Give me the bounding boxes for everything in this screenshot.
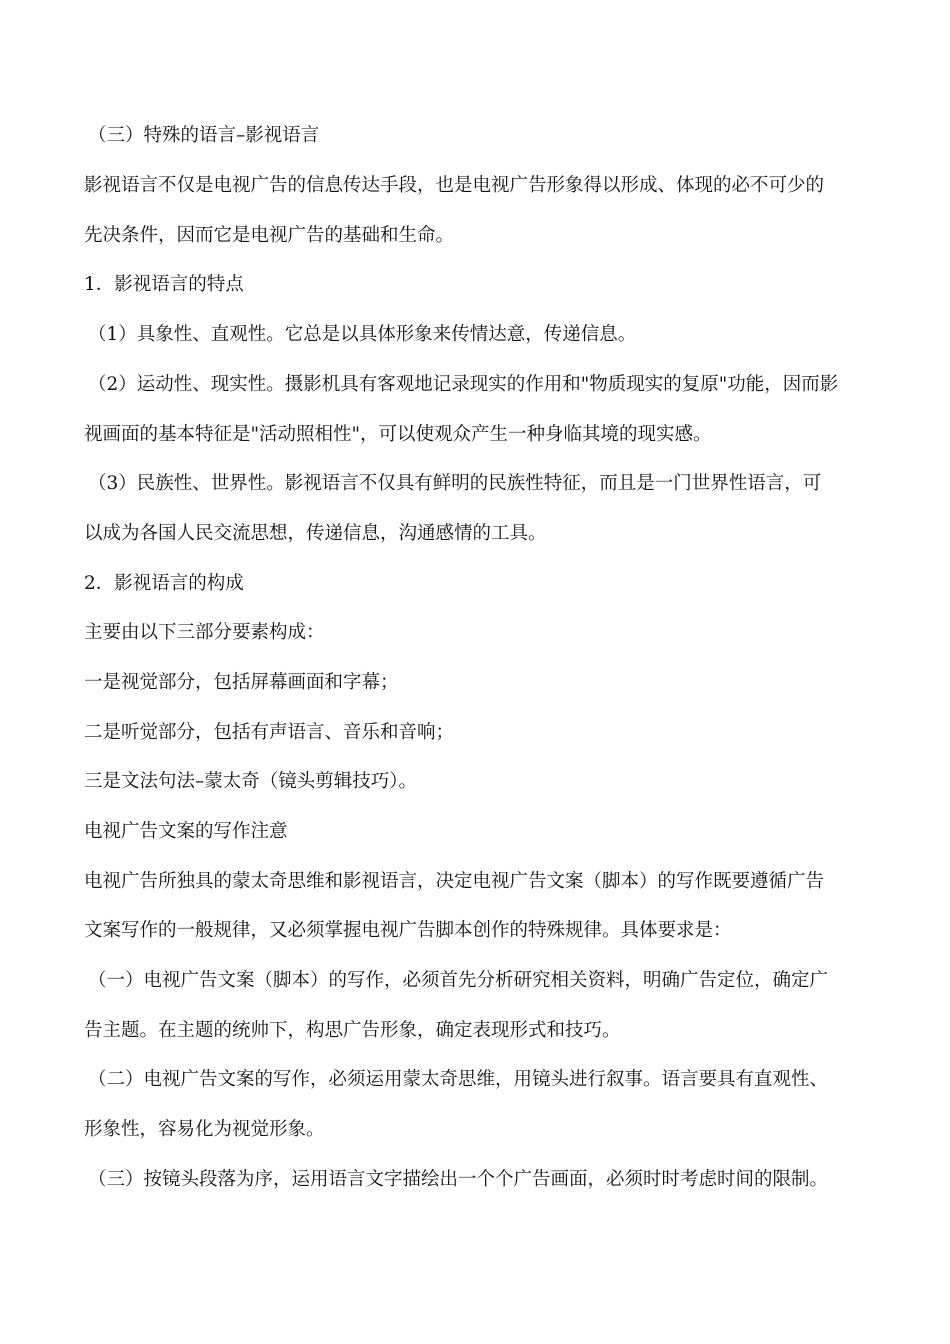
paragraph-line: 文案写作的一般规律，又必须掌握电视广告脚本创作的特殊规律。具体要求是： bbox=[84, 920, 732, 941]
paragraph-line: 影视语言不仅是电视广告的信息传达手段，也是电视广告形象得以形成、体现的必不可少的 bbox=[84, 175, 825, 196]
list-item: 二是听觉部分，包括有声语言、音乐和音响； bbox=[84, 722, 455, 743]
paragraph-line: 主要由以下三部分要素构成： bbox=[84, 622, 325, 643]
subheading-composition: 2．影视语言的构成 bbox=[84, 573, 244, 594]
paragraph-line: 以成为各国人民交流思想，传递信息，沟通感情的工具。 bbox=[84, 523, 547, 544]
section-heading-film-language: （三）特殊的语言–影视语言 bbox=[88, 125, 320, 146]
list-item: （3）民族性、世界性。影视语言不仅具有鲜明的民族性特征，而且是一门世界性语言，可 bbox=[88, 473, 822, 494]
paragraph-line: 先决条件，因而它是电视广告的基础和生命。 bbox=[84, 225, 455, 246]
paragraph-line: 视画面的基本特征是"活动照相性"，可以使观众产生一种身临其境的现实感。 bbox=[84, 424, 712, 445]
list-item: （1）具象性、直观性。它总是以具体形象来传情达意，传递信息。 bbox=[88, 324, 637, 345]
paragraph-line: 形象性，容易化为视觉形象。 bbox=[84, 1119, 325, 1140]
list-item: （三）按镜头段落为序，运用语言文字描绘出一个个广告画面，必须时时考虑时间的限制。 bbox=[88, 1169, 829, 1190]
list-item: （2）运动性、现实性。摄影机具有客观地记录现实的作用和"物质现实的复原"功能，因而影 bbox=[88, 374, 839, 395]
list-item: （一）电视广告文案（脚本）的写作，必须首先分析研究相关资料，明确广告定位，确定广 bbox=[88, 970, 829, 991]
section-heading-writing-notes: 电视广告文案的写作注意 bbox=[84, 821, 288, 842]
list-item: （二）电视广告文案的写作，必须运用蒙太奇思维，用镜头进行叙事。语言要具有直观性、 bbox=[88, 1069, 829, 1090]
list-item: 三是文法句法–蒙太奇（镜头剪辑技巧）。 bbox=[84, 771, 418, 792]
paragraph-line: 电视广告所独具的蒙太奇思维和影视语言，决定电视广告文案（脚本）的写作既要遵循广告 bbox=[84, 871, 825, 892]
paragraph-line: 告主题。在主题的统帅下，构思广告形象，确定表现形式和技巧。 bbox=[84, 1020, 621, 1041]
list-item: 一是视觉部分，包括屏幕画面和字幕； bbox=[84, 672, 399, 693]
subheading-features: 1．影视语言的特点 bbox=[84, 274, 244, 295]
